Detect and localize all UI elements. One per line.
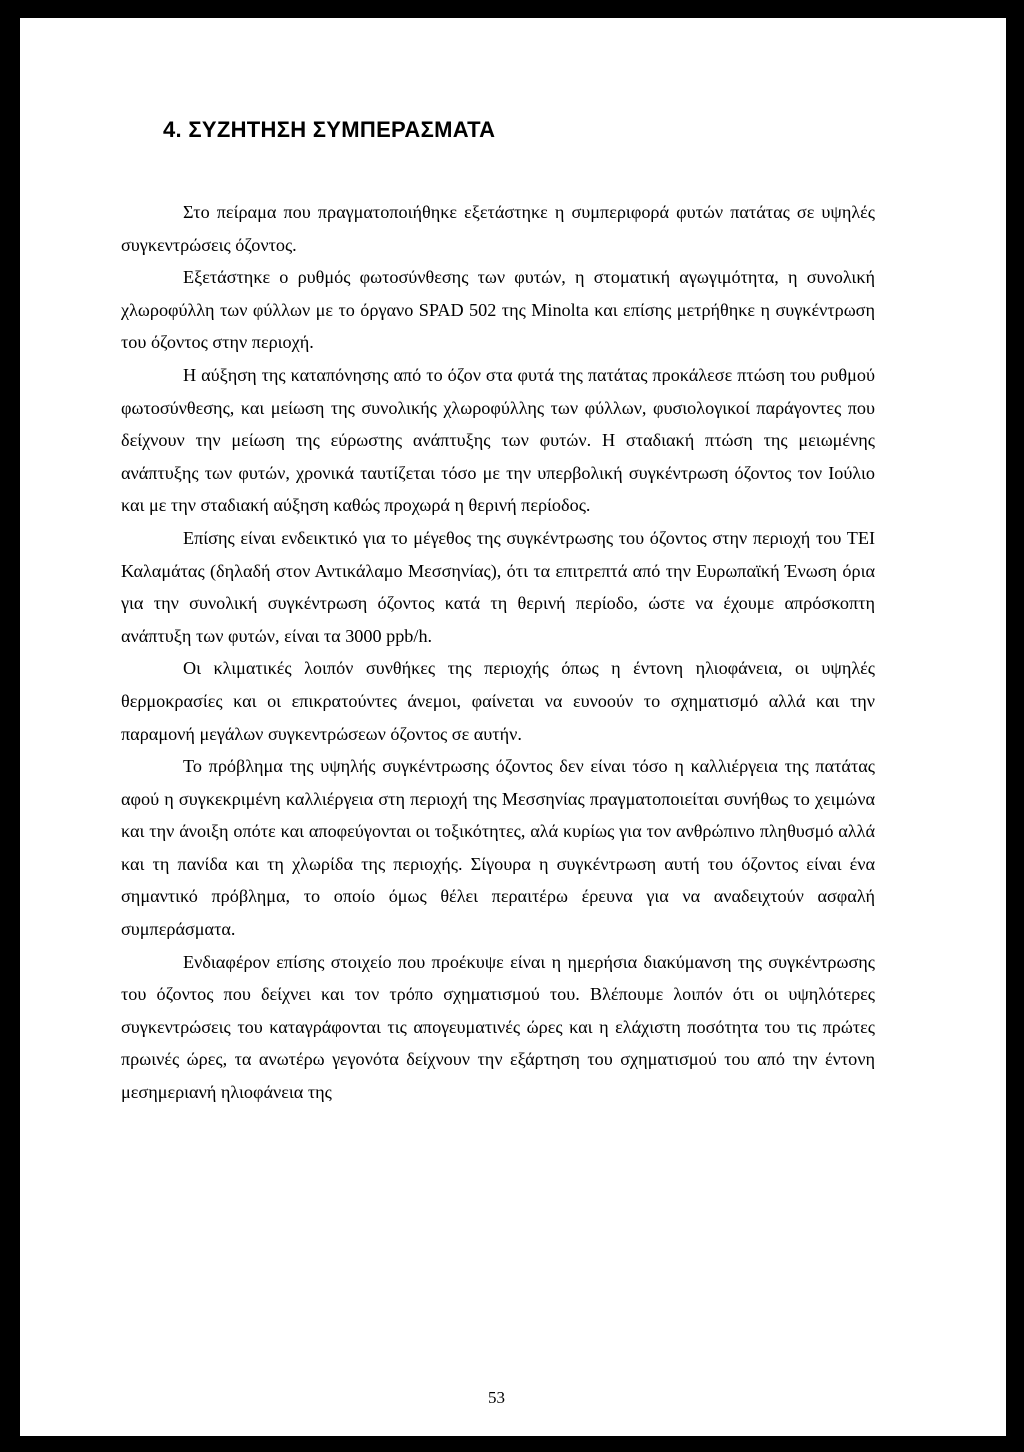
document-body	[121, 196, 875, 1109]
document-page	[20, 18, 1006, 1436]
paragraph-5: Οι κλιματικές λοιπόν συνθήκες της περιοχής όπως η έντονη ηλιοφάνεια, οι υψηλές θερμοκρασίες και οι επικρατούντες άνεμοι, φαίνεται να ευνοούν το σχηματισμό αλλά και την παραμονή μεγάλων συγκεντρώσεων όζοντος σε αυτήν.	[121, 658, 875, 744]
paragraph-7: Ενδιαφέρον επίσης στοιχείο που προέκυψε είναι η ημερήσια διακύμανση της συγκέντρωσης του όζοντος που δείχνει και τον τρόπο σχηματισμού του. Βλέπουμε λοιπόν ότι οι υψηλότερες συγκεντρώσεις του καταγράφονται τις απογευματινές ώρες και η ελάχιστη ποσότητα του τις πρώτες πρωινές ώρες, τα ανωτέρω γεγονότα δείχνουν την εξάρτηση του σχηματισμού του από την έντονη μεσημεριανή ηλιοφάνεια της	[121, 951, 875, 1103]
paragraph-6: Το πρόβλημα της υψηλής συγκέντρωσης όζοντος δεν είναι τόσο η καλλιέργεια της πατάτας αφού η συγκεκριμένη καλλιέργεια στη περιοχή της Μεσσηνίας πραγματοποιείται συνήθως το χειμώνα και την άνοιξη οπότε και αποφεύγονται οι τοξικότητες, αλά κυρίως για τον ανθρώπινο πληθυσμό αλλά και τη πανίδα και τη χλωρίδα της περιοχής. Σίγουρα η συγκέντρωση αυτή του όζοντος είναι ένα σημαντικό πρόβλημα, το οποίο όμως θέλει περαιτέρω έρευνα για να αναδειχτούν ασφαλή συμπεράσματα.	[121, 756, 875, 940]
paragraph-1: Στο πείραμα που πραγματοποιήθηκε εξετάστηκε η συμπεριφορά φυτών πατάτας σε υψηλές συγκεντρώσεις όζοντος.	[121, 202, 875, 255]
paragraph-3: Η αύξηση της καταπόνησης από το όζον στα φυτά της πατάτας προκάλεσε πτώση του ρυθμού φωτοσύνθεσης, και μείωση της συνολικής χλωροφύλλης των φύλλων, φυσιολογικοί παράγοντες που δείχνουν την μείωση της εύρωστης ανάπτυξης των φυτών. Η σταδιακή πτώση της μειωμένης ανάπτυξης των φυτών, χρονικά ταυτίζεται τόσο με την υπερβολική συγκέντρωση όζοντος τον Ιούλιο και με την σταδιακή αύξηση καθώς προχωρά η θερινή περίοδος.	[121, 364, 875, 516]
page-number: 53	[488, 1388, 505, 1407]
paragraph-2: Εξετάστηκε ο ρυθμός φωτοσύνθεσης των φυτών, η στοματική αγωγιμότητα, η συνολική χλωροφύλλη των φύλλων με το όργανο SPAD 502 της Minolta και επίσης μετρήθηκε η συγκέντρωση του όζοντος στην περιοχή.	[121, 267, 875, 353]
paragraph-4: Επίσης είναι ενδεικτικό για το μέγεθος της συγκέντρωσης του όζοντος στην περιοχή του ΤΕΙ Καλαμάτας (δηλαδή στον Αντικάλαμο Μεσσηνίας), ότι τα επιτρεπτά από την Ευρωπαϊκή Ένωση όρια για την συνολική συγκέντρωση όζοντος κατά τη θερινή περίοδο, ώστε να έχουμε απρόσκοπτη ανάπτυξη των φυτών, είναι τα 3000 ppb/h.	[121, 527, 875, 646]
section-heading: 4. ΣΥΖΗΤΗΣΗ ΣΥΜΠΕΡΑΣΜΑΤΑ	[163, 117, 496, 142]
